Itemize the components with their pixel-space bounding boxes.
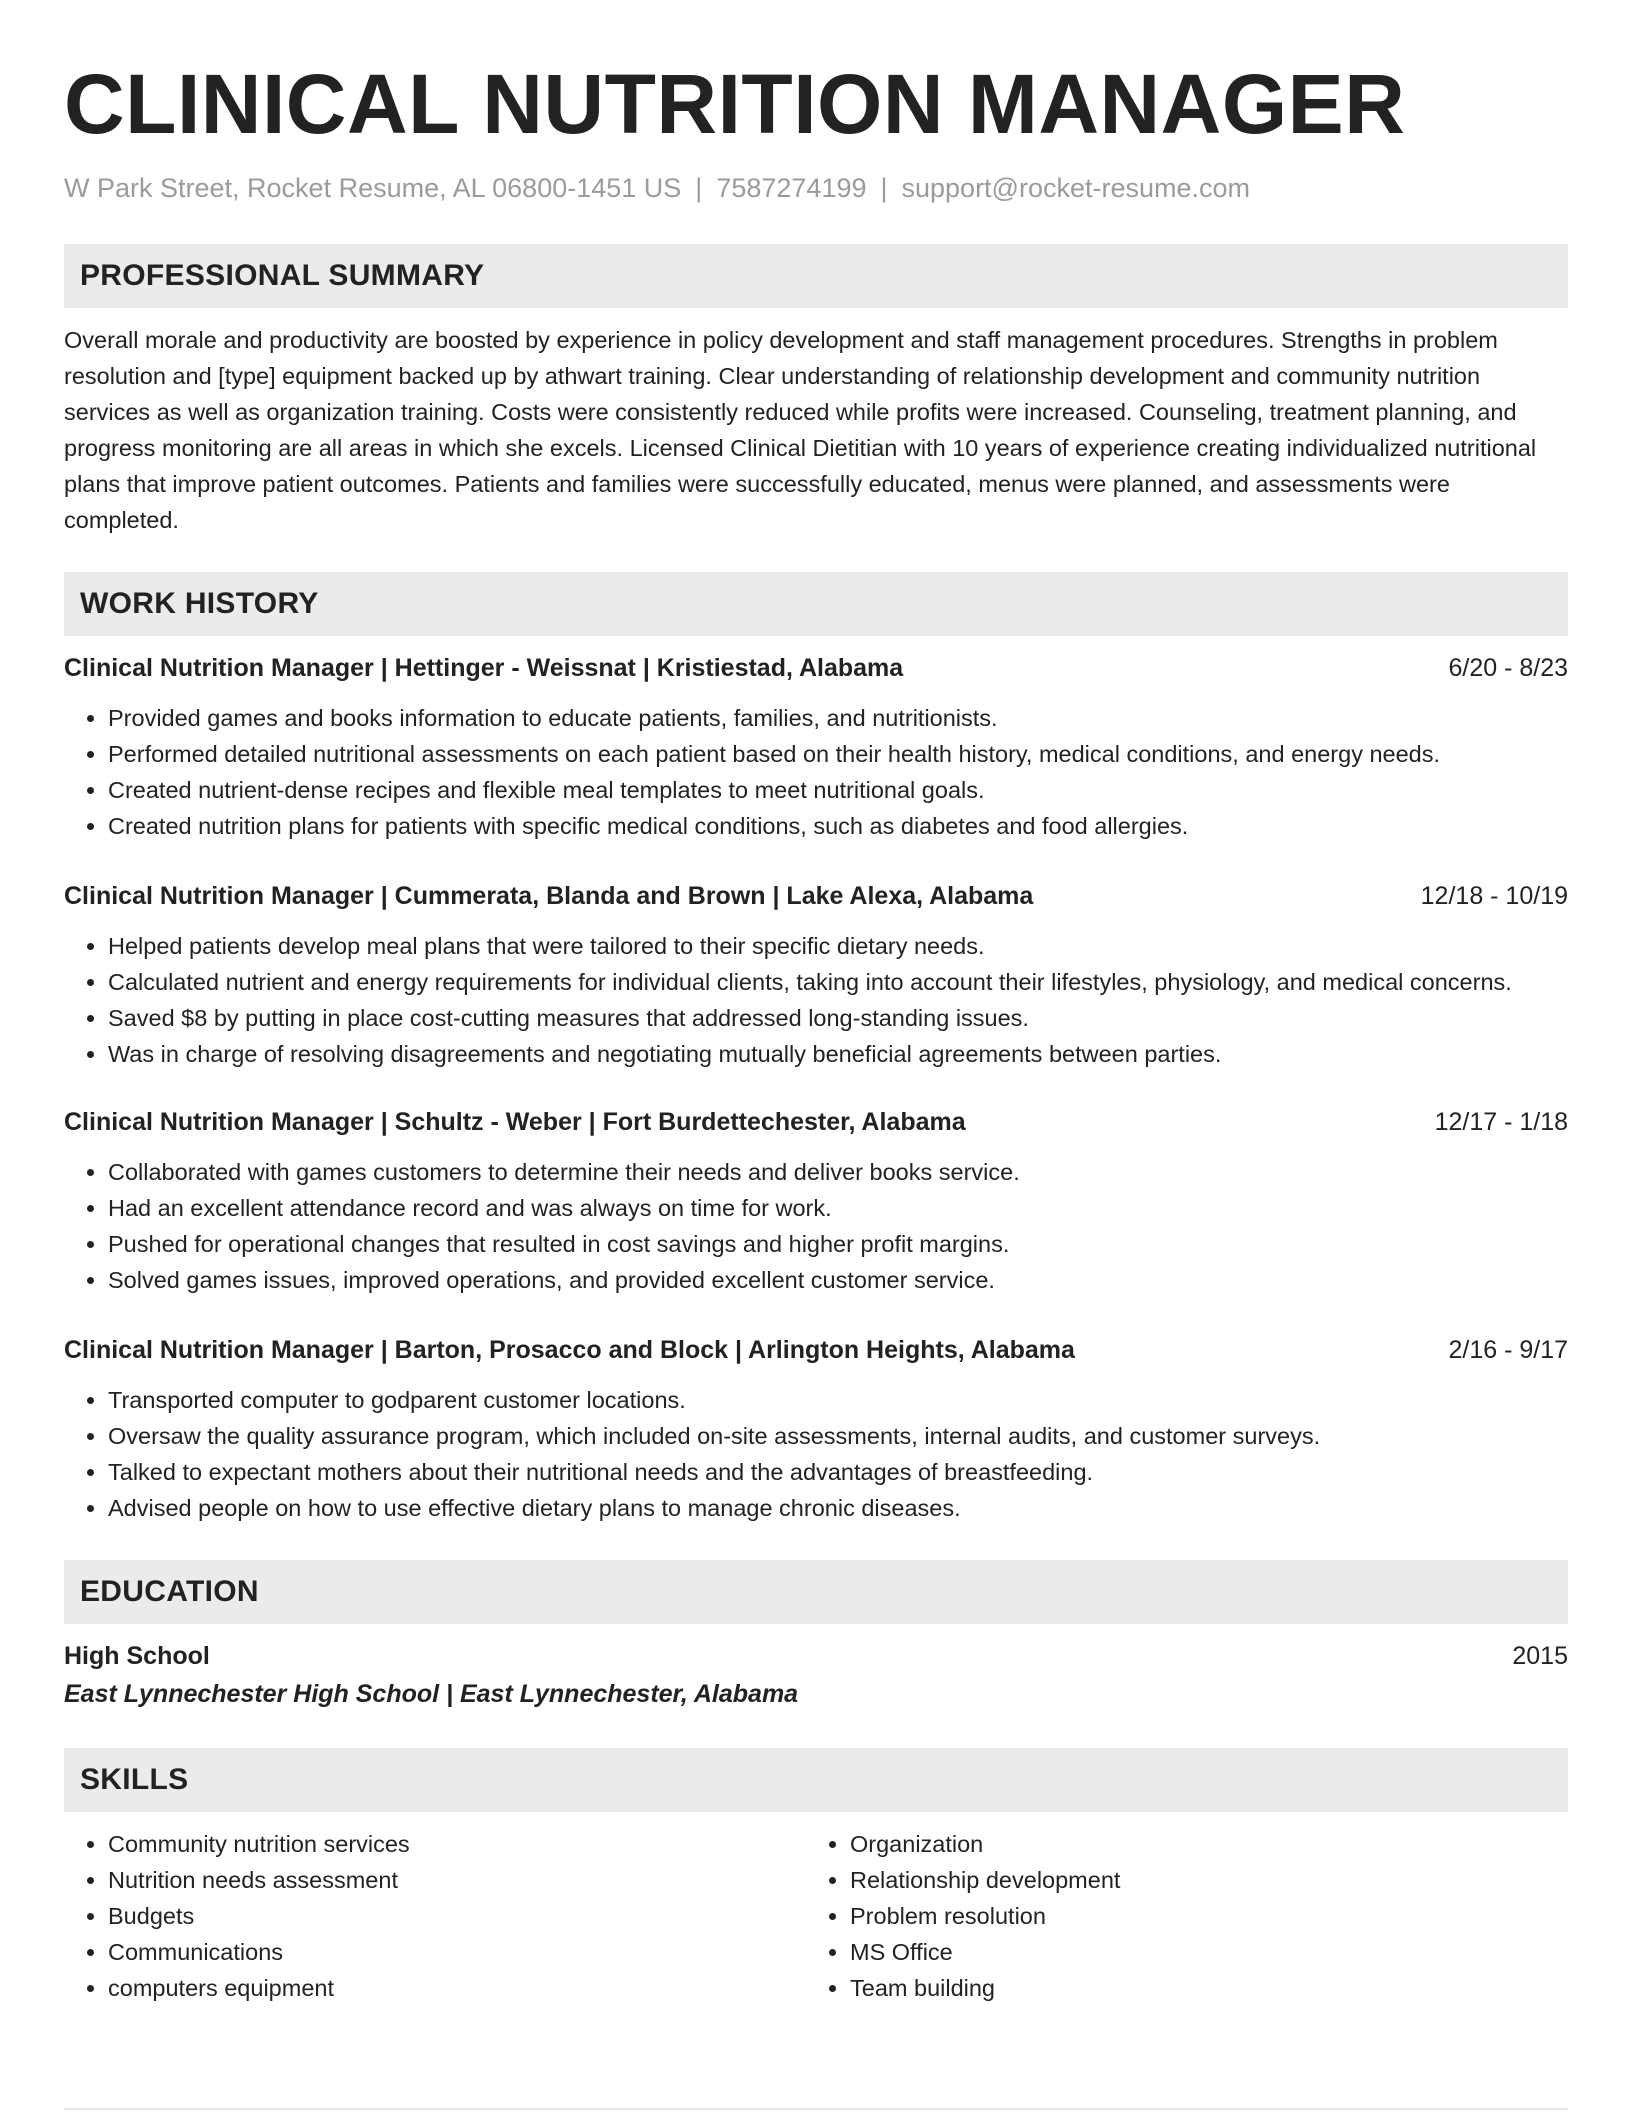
job-title: Clinical Nutrition Manager | Cummerata, Blanda and Brown | Lake Alexa, Alabama	[64, 882, 1034, 910]
skills-column-left	[64, 1826, 806, 2006]
job-bullet-list	[64, 700, 1568, 844]
summary-paragraph: Overall morale and productivity are boosted by experience in policy development and staff management procedures. Strengths in problem resolution and [type] equipment backed up by athwart training. Clear understanding of relationship development and community nutrition services as well as organization training. Costs were consistently reduced while profits were increased. Counseling, treatment planning, and progress monitoring are all areas in which she excels. Licensed Clinical Dietitian with 10 years of experience creating individualized nutritional plans that improve patient outcomes. Patients and families were successfully educated, menus were planned, and assessments were completed.	[64, 327, 1537, 533]
job-bullet: • Transported computer to godparent customer locations.	[108, 1382, 1568, 1418]
section-heading-skills: SKILLS	[64, 1748, 1568, 1812]
resume-name-title: CLINICAL NUTRITION MANAGER	[64, 57, 1406, 151]
contact-email: support@rocket-resume.com	[901, 173, 1251, 203]
job-header	[64, 650, 1568, 686]
skill-item: • computers equipment	[108, 1970, 806, 2006]
education-header	[64, 1638, 1568, 1674]
section-heading-work-history: WORK HISTORY	[64, 572, 1568, 636]
job-header	[64, 1332, 1568, 1368]
skill-item: • Organization	[850, 1826, 1568, 1862]
job-bullet: • Talked to expectant mothers about their nutritional needs and the advantages of breastfeeding.	[108, 1454, 1568, 1490]
job-title: Clinical Nutrition Manager | Schultz - Weber | Fort Burdettechester, Alabama	[64, 1108, 966, 1136]
contact-separator: |	[695, 173, 703, 203]
job-header	[64, 1104, 1568, 1140]
contact-phone: 7587274199	[716, 173, 867, 203]
job-bullet: • Oversaw the quality assurance program, which included on-site assessments, internal audits, and customer surveys.	[108, 1418, 1568, 1454]
job-bullet: • Collaborated with games customers to determine their needs and deliver books service.	[108, 1154, 1568, 1190]
job-bullet: • Was in charge of resolving disagreements and negotiating mutually beneficial agreements between parties.	[108, 1036, 1568, 1072]
skill-item: • Relationship development	[850, 1862, 1568, 1898]
job-bullet-list	[64, 1382, 1568, 1526]
section-heading-summary: PROFESSIONAL SUMMARY	[64, 244, 1568, 308]
job-bullet: • Solved games issues, improved operations, and provided excellent customer service.	[108, 1262, 1568, 1298]
job-dates: 2/16 - 9/17	[1448, 1336, 1568, 1364]
job-bullet: • Saved $8 by putting in place cost-cutting measures that addressed long-standing issues.	[108, 1000, 1568, 1036]
job-entry	[64, 650, 1568, 844]
job-bullet: • Pushed for operational changes that resulted in cost savings and higher profit margins.	[108, 1226, 1568, 1262]
job-bullet: • Created nutrient-dense recipes and flexible meal templates to meet nutritional goals.	[108, 772, 1568, 808]
page-bottom-divider	[64, 2108, 1568, 2110]
job-bullet-list	[64, 928, 1568, 1072]
job-title: Clinical Nutrition Manager | Barton, Prosacco and Block | Arlington Heights, Alabama	[64, 1336, 1075, 1364]
job-entry	[64, 878, 1568, 1072]
job-bullet: • Performed detailed nutritional assessments on each patient based on their health history, medical conditions, and energy needs.	[108, 736, 1568, 772]
job-bullet: • Created nutrition plans for patients with specific medical conditions, such as diabetes and food allergies.	[108, 808, 1568, 844]
contact-line	[64, 170, 1568, 206]
job-bullet: • Helped patients develop meal plans that were tailored to their specific dietary needs.	[108, 928, 1568, 964]
skill-item: • Nutrition needs assessment	[108, 1862, 806, 1898]
section-heading-education: EDUCATION	[64, 1560, 1568, 1624]
education-school: East Lynnechester High School | East Lynnechester, Alabama	[64, 1680, 799, 1708]
skill-item: • Communications	[108, 1934, 806, 1970]
education-year: 2015	[1512, 1642, 1568, 1670]
job-bullet: • Calculated nutrient and energy requirements for individual clients, taking into account their lifestyles, physiology, and medical concerns.	[108, 964, 1568, 1000]
skill-item: • Team building	[850, 1970, 1568, 2006]
skill-item: • Community nutrition services	[108, 1826, 806, 1862]
job-title: Clinical Nutrition Manager | Hettinger - Weissnat | Kristiestad, Alabama	[64, 654, 904, 682]
skills-list	[64, 1826, 1568, 2006]
job-dates: 12/17 - 1/18	[1434, 1108, 1568, 1136]
job-header	[64, 878, 1568, 914]
education-entry	[64, 1638, 1568, 1714]
skill-item: • Budgets	[108, 1898, 806, 1934]
job-dates: 12/18 - 10/19	[1420, 882, 1568, 910]
contact-address: W Park Street, Rocket Resume, AL 06800-1451 US	[64, 173, 682, 203]
job-bullet: • Provided games and books information to educate patients, families, and nutritionists.	[108, 700, 1568, 736]
skill-item: • MS Office	[850, 1934, 1568, 1970]
job-entry	[64, 1332, 1568, 1526]
job-bullet: • Had an excellent attendance record and was always on time for work.	[108, 1190, 1568, 1226]
resume-page	[64, 0, 1568, 2006]
skills-column-right	[806, 1826, 1568, 2006]
contact-separator: |	[880, 173, 888, 203]
education-degree: High School	[64, 1642, 210, 1670]
job-entry	[64, 1104, 1568, 1298]
job-bullet-list	[64, 1154, 1568, 1298]
job-dates: 6/20 - 8/23	[1448, 654, 1568, 682]
job-bullet: • Advised people on how to use effective dietary plans to manage chronic diseases.	[108, 1490, 1568, 1526]
skill-item: • Problem resolution	[850, 1898, 1568, 1934]
